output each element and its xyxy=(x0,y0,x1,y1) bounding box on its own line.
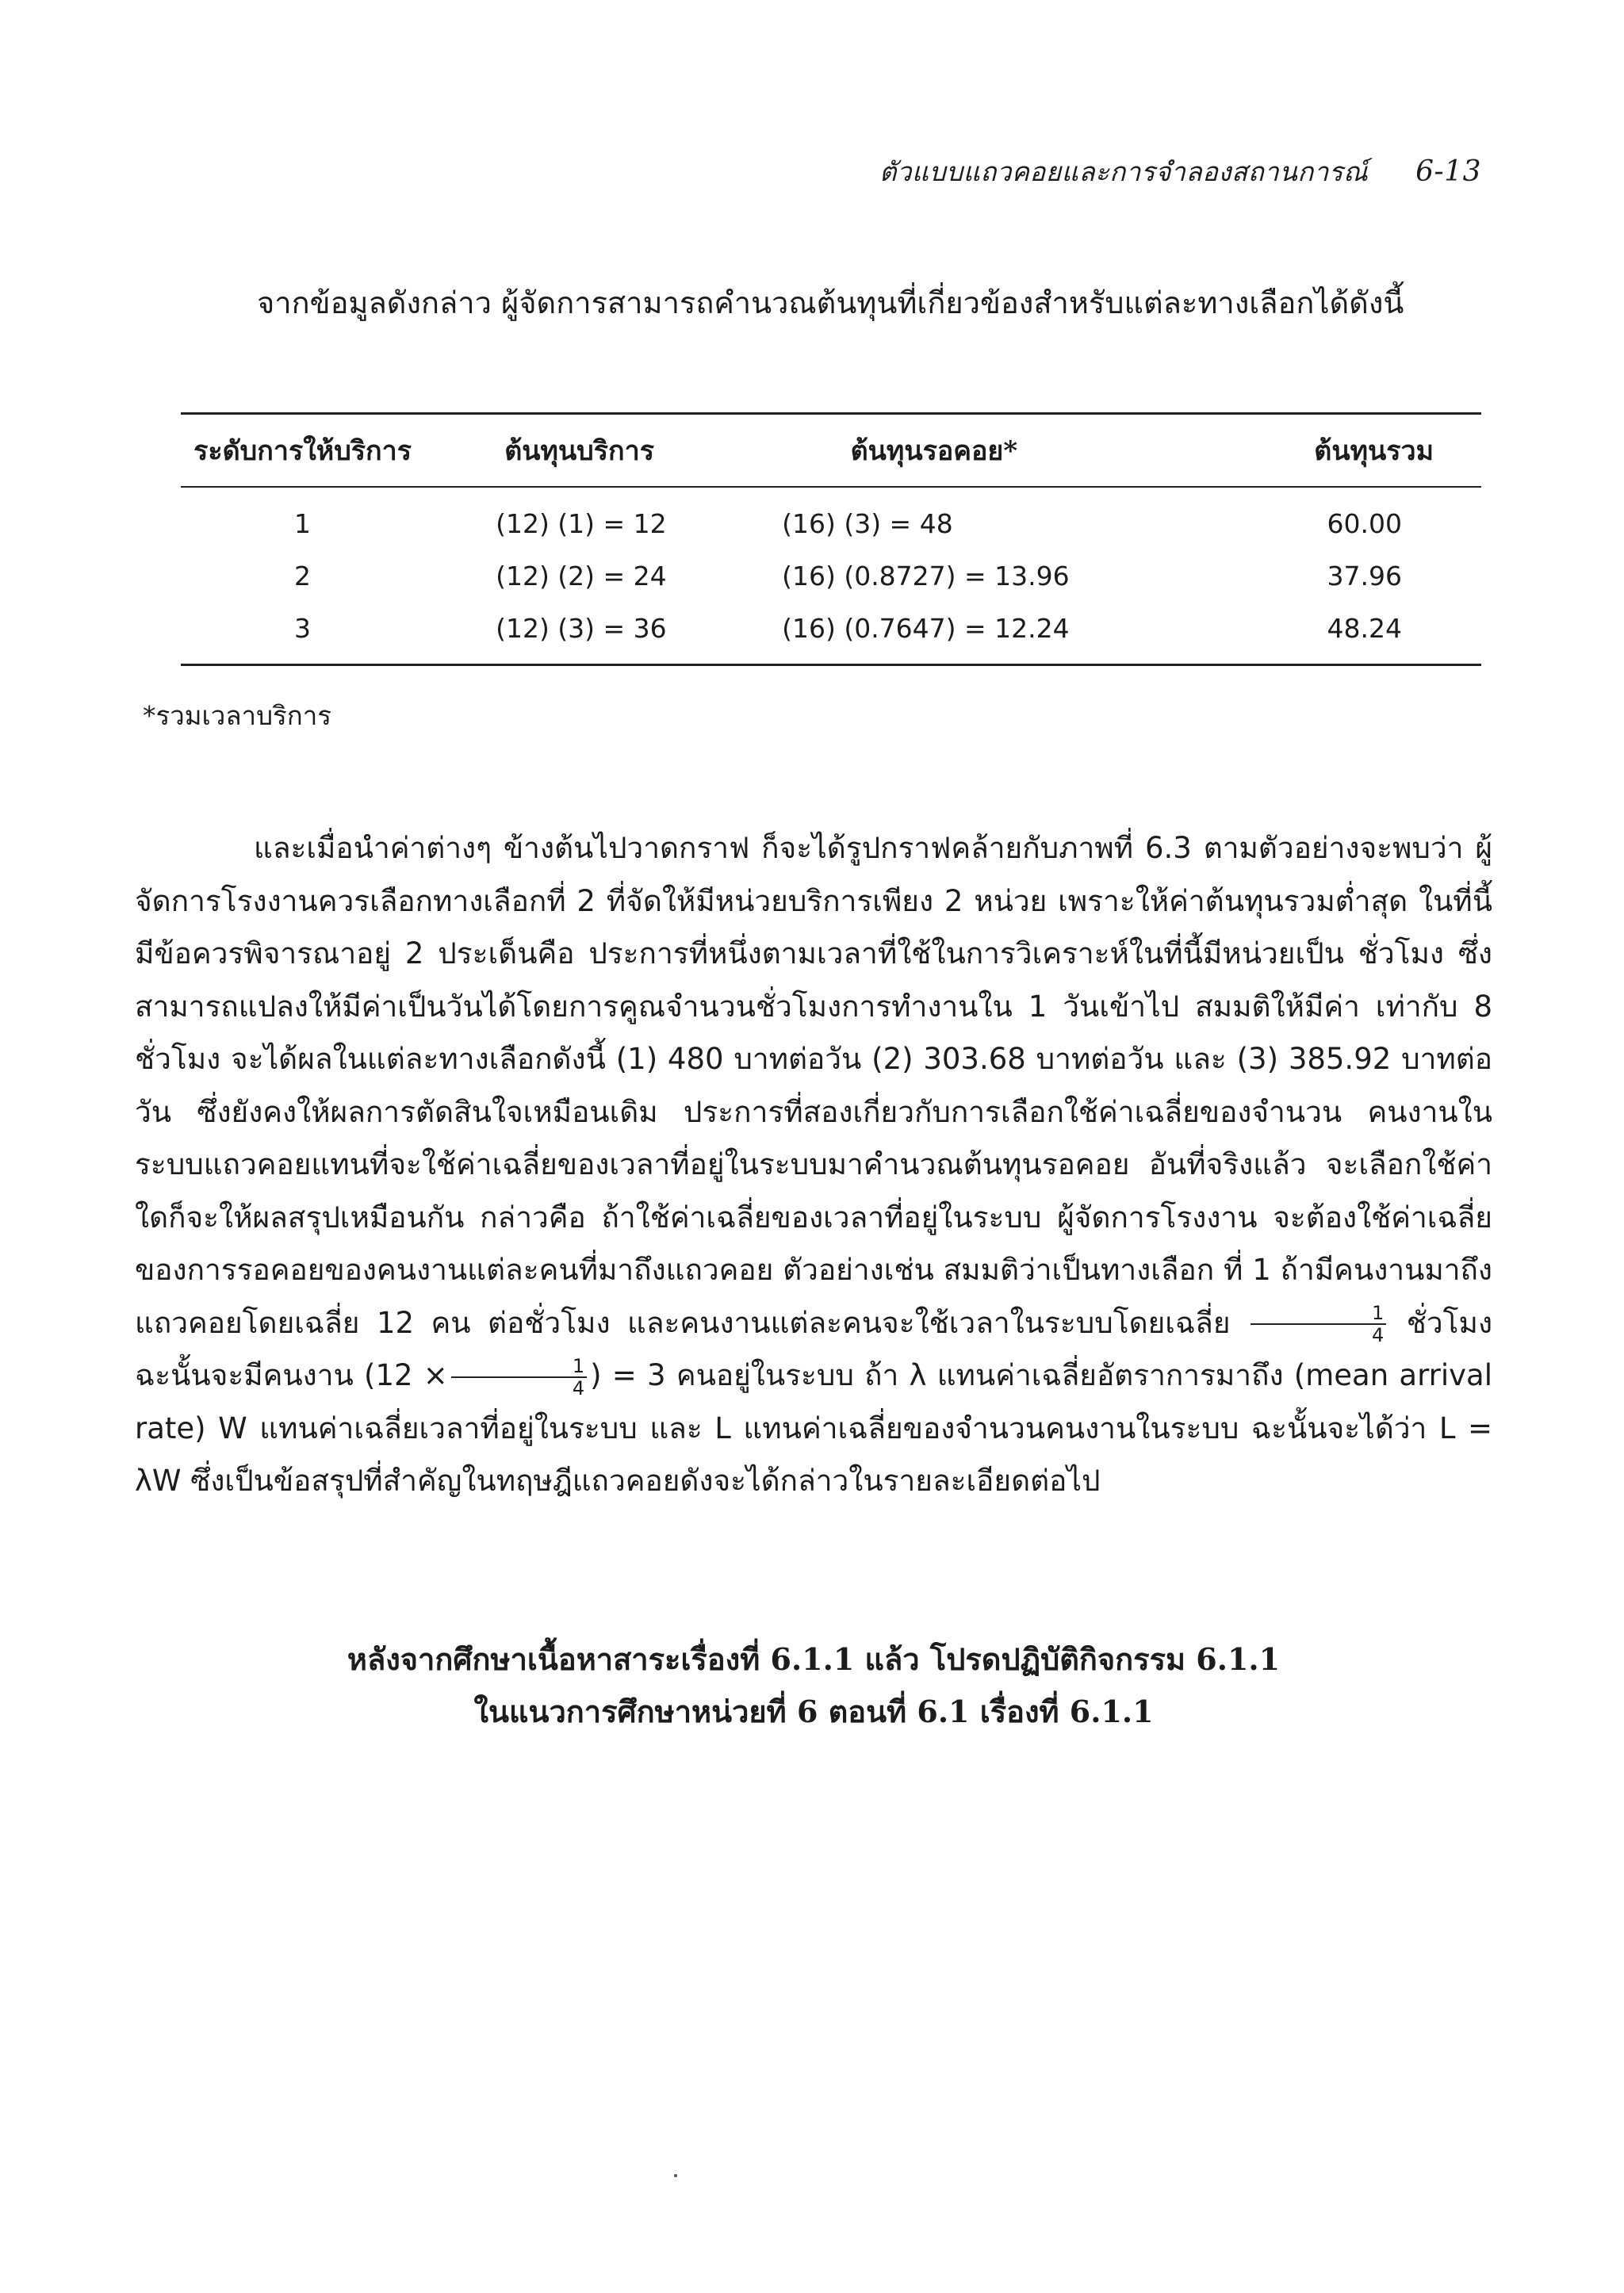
activity-instruction-line-2: ในแนวการศึกษาหน่วยที่ 6 ตอนที่ 6.1 เรื่องที่ 6.1.1 xyxy=(473,1694,1154,1729)
activity-instruction xyxy=(135,1633,1492,1738)
cost-table xyxy=(181,412,1481,666)
running-title: ตัวแบบแถวคอยและการจำลองสถานการณ์ xyxy=(879,156,1369,187)
table-row xyxy=(181,549,1481,602)
scan-speck xyxy=(674,2174,677,2177)
cell-total-cost: 48.24 xyxy=(1134,602,1481,665)
table-row xyxy=(181,487,1481,549)
fraction-numerator: 1 xyxy=(451,1356,587,1378)
body-text-part-2: ชั่วโมง ฉะนั้นจะมีคนงาน (12 × xyxy=(135,1305,1493,1392)
fraction-denominator: 4 xyxy=(1372,1324,1385,1346)
body-text-part-3: ) = 3 คนอยู่ในระบบ ถ้า λ แทนค่าเฉลี่ยอัตราการมาถึง (mean arrival rate) W แทนค่าเฉลี่ยเวลาที่อยู่ในระบบ และ L แทนค่าเฉลี่ยของจำนวนคนงานในระบบ ฉะนั้นจะได้ว่า L = λW ซึ่งเป็นข้อสรุปที่สำคัญในทฤษฎีแถวคอยดังจะได้กล่าวในรายละเอียดต่อไป xyxy=(135,1358,1492,1498)
page-number: 6-13 xyxy=(1415,155,1481,188)
cell-waiting-cost: (16) (0.7647) = 12.24 xyxy=(734,602,1134,665)
header-service-cost: ต้นทุนบริการ xyxy=(424,414,734,488)
fraction-one-quarter xyxy=(1251,1303,1386,1346)
fraction-one-quarter xyxy=(451,1356,587,1399)
cell-total-cost: 37.96 xyxy=(1327,560,1402,591)
fraction-numerator: 1 xyxy=(1251,1303,1386,1325)
cell-service-cost: (12) (1) = 12 xyxy=(496,507,667,539)
body-text-part-1: และเมื่อนำค่าต่างๆ ข้างต้นไปวาดกราฟ ก็จะได้รูปกราฟคล้ายกับภาพที่ 6.3 ตามตัวอย่างจะพบว่า ผู้จัดการโรงงานควรเลือกทางเลือกที่ 2 ที่จัดให้มีหน่วยบริการเพียง 2 หน่วย เพราะให้ค่าต้นทุนรวมต่ำสุด ในที่นี้มีข้อควรพิจารณาอยู่ 2 ประเด็นคือ ประการที่หนึ่งตามเวลาที่ใช้ในการวิเคราะห์ในที่นี้มีหน่วยเป็น ชั่วโมง ซึ่งสามารถแปลงให้มีค่าเป็นวันได้โดยการคูณจำนวนชั่วโมงการทำงานใน 1 วันเข้าไป สมมติให้มีค่า เท่ากับ 8 ชั่วโมง จะได้ผลในแต่ละทางเลือกดังนี้ (1) 480 บาทต่อวัน (2) 303.68 บาทต่อวัน และ (3) 385.92 บาทต่อวัน ซึ่งยังคงให้ผลการตัดสินใจเหมือนเดิม ประการที่สองเกี่ยวกับการเลือกใช้ค่าเฉลี่ยของจำนวน คนงานในระบบแถวคอยแทนที่จะใช้ค่าเฉลี่ยของเวลาที่อยู่ในระบบมาคำนวณต้นทุนรอคอย อันที่จริงแล้ว จะเลือกใช้ค่าใดก็จะให้ผลสรุปเหมือนกัน กล่าวคือ ถ้าใช้ค่าเฉลี่ยของเวลาที่อยู่ในระบบ ผู้จัดการโรงงาน จะต้องใช้ค่าเฉลี่ยของการรอคอยของคนงานแต่ละคนที่มาถึงแถวคอย ตัวอย่างเช่น สมมติว่าเป็นทางเลือก ที่ 1 ถ้ามีคนงานมาถึงแถวคอยโดยเฉลี่ย 12 คน ต่อชั่วโมง และคนงานแต่ละคนจะใช้เวลาในระบบโดยเฉลี่ย xyxy=(135,831,1492,1340)
intro-sentence: จากข้อมูลดังกล่าว ผู้จัดการสามารถคำนวณต้นทุนที่เกี่ยวข้องสำหรับแต่ละทางเลือกได้ดังนี้ xyxy=(257,285,1404,320)
running-header xyxy=(879,151,1481,193)
cell-service-level: 1 xyxy=(294,507,312,539)
body-paragraph xyxy=(135,822,1492,1508)
cell-service-cost: (12) (3) = 36 xyxy=(424,602,734,665)
cell-service-cost: (12) (2) = 24 xyxy=(496,560,667,591)
cell-service-level: 3 xyxy=(181,602,424,665)
table-body xyxy=(181,487,1481,665)
table-header xyxy=(181,414,1481,488)
activity-instruction-line-1: หลังจากศึกษาเนื้อหาสาระเรื่องที่ 6.1.1 แล้ว โปรดปฏิบัติกิจกรรม 6.1.1 xyxy=(347,1641,1281,1677)
header-waiting-cost: ต้นทุนรอคอย* xyxy=(734,414,1134,488)
header-service-level: ระดับการให้บริการ xyxy=(181,414,424,488)
fraction-denominator: 4 xyxy=(572,1376,585,1399)
header-total-cost: ต้นทุนรวม xyxy=(1134,414,1481,488)
table-row xyxy=(181,602,1481,665)
cell-total-cost: 60.00 xyxy=(1327,507,1402,539)
cell-waiting-cost: (16) (3) = 48 xyxy=(782,507,953,539)
table-footnote: *รวมเวลาบริการ xyxy=(143,700,331,731)
table-header-row xyxy=(181,414,1481,488)
cell-waiting-cost: (16) (0.8727) = 13.96 xyxy=(782,560,1070,591)
cell-service-level: 2 xyxy=(294,560,312,591)
